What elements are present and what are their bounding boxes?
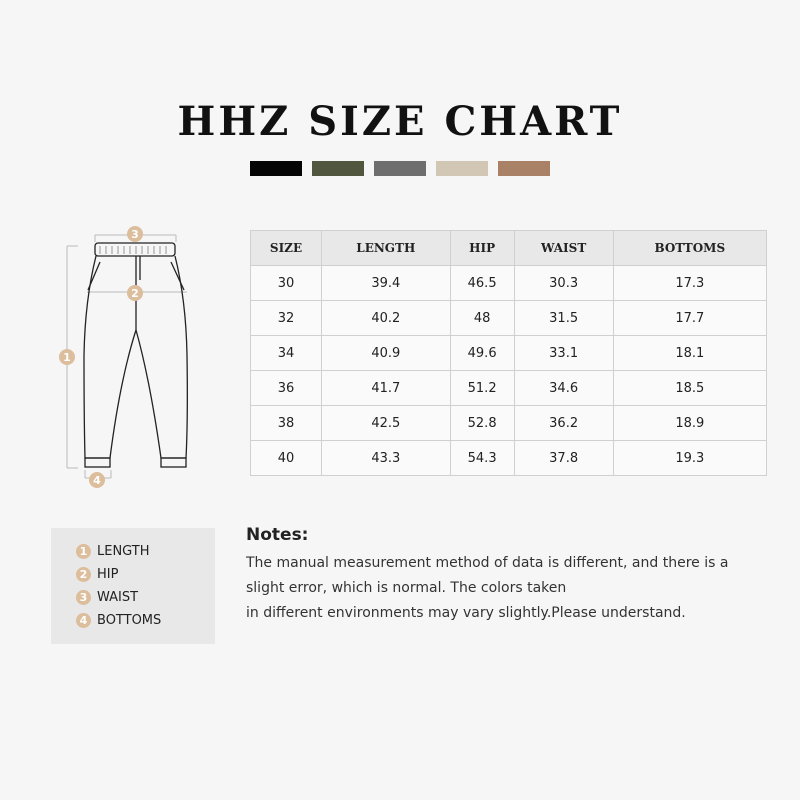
marker-4-label: 4 bbox=[93, 474, 101, 487]
notes-line: slight error, which is normal. The colors taken bbox=[246, 580, 567, 596]
header-size: SIZE bbox=[251, 231, 322, 266]
table-cell: 18.1 bbox=[613, 336, 766, 371]
header-hip: HIP bbox=[450, 231, 514, 266]
table-cell: 19.3 bbox=[613, 441, 766, 476]
table-cell: 40.9 bbox=[322, 336, 451, 371]
notes-heading: Notes: bbox=[246, 525, 309, 545]
table-cell: 34 bbox=[251, 336, 322, 371]
table-cell: 42.5 bbox=[322, 406, 451, 441]
table-cell: 37.8 bbox=[514, 441, 613, 476]
badge-icon: 1 bbox=[76, 544, 91, 559]
table-cell: 38 bbox=[251, 406, 322, 441]
table-cell: 36.2 bbox=[514, 406, 613, 441]
table-cell: 39.4 bbox=[322, 266, 451, 301]
legend-item bbox=[76, 590, 138, 605]
table-cell: 18.5 bbox=[613, 371, 766, 406]
table-cell: 36 bbox=[251, 371, 322, 406]
table-row bbox=[251, 406, 767, 441]
table-cell: 40.2 bbox=[322, 301, 451, 336]
table-cell: 43.3 bbox=[322, 441, 451, 476]
legend-label: WAIST bbox=[97, 590, 139, 605]
page-title: HHZ SIZE CHART bbox=[177, 98, 623, 145]
table-header-row bbox=[251, 231, 767, 266]
header-length: LENGTH bbox=[322, 231, 451, 266]
legend-item bbox=[76, 544, 150, 559]
table-cell: 32 bbox=[251, 301, 322, 336]
table-cell: 17.7 bbox=[613, 301, 766, 336]
notes-line: in different environments may vary slightly.Please understand. bbox=[246, 605, 686, 621]
table-cell: 18.9 bbox=[613, 406, 766, 441]
legend-label: BOTTOMS bbox=[97, 613, 162, 628]
badge-icon: 2 bbox=[76, 567, 91, 582]
table-row bbox=[251, 371, 767, 406]
table-cell: 52.8 bbox=[450, 406, 514, 441]
table-row bbox=[251, 336, 767, 371]
table-cell: 46.5 bbox=[450, 266, 514, 301]
header-waist: WAIST bbox=[514, 231, 613, 266]
table-cell: 33.1 bbox=[514, 336, 613, 371]
legend-box bbox=[51, 528, 215, 644]
table-cell: 49.6 bbox=[450, 336, 514, 371]
table-cell: 54.3 bbox=[450, 441, 514, 476]
marker-2-label: 2 bbox=[131, 287, 139, 300]
legend-item bbox=[76, 567, 118, 582]
size-table bbox=[250, 230, 767, 476]
table-cell: 30 bbox=[251, 266, 322, 301]
table-cell: 48 bbox=[450, 301, 514, 336]
legend-item bbox=[76, 613, 161, 628]
table-cell: 51.2 bbox=[450, 371, 514, 406]
legend-label: HIP bbox=[97, 567, 119, 582]
marker-3-label: 3 bbox=[131, 228, 139, 241]
table-cell: 17.3 bbox=[613, 266, 766, 301]
table-cell: 40 bbox=[251, 441, 322, 476]
badge-icon: 3 bbox=[76, 590, 91, 605]
legend-label: LENGTH bbox=[97, 544, 150, 559]
header-bottoms: BOTTOMS bbox=[613, 231, 766, 266]
marker-1-label: 1 bbox=[63, 351, 71, 364]
table-cell: 30.3 bbox=[514, 266, 613, 301]
notes-line: The manual measurement method of data is different, and there is a bbox=[246, 555, 729, 571]
table-row bbox=[251, 301, 767, 336]
badge-icon: 4 bbox=[76, 613, 91, 628]
table-row bbox=[251, 441, 767, 476]
table-cell: 41.7 bbox=[322, 371, 451, 406]
table-row bbox=[251, 266, 767, 301]
table-cell: 31.5 bbox=[514, 301, 613, 336]
table-cell: 34.6 bbox=[514, 371, 613, 406]
